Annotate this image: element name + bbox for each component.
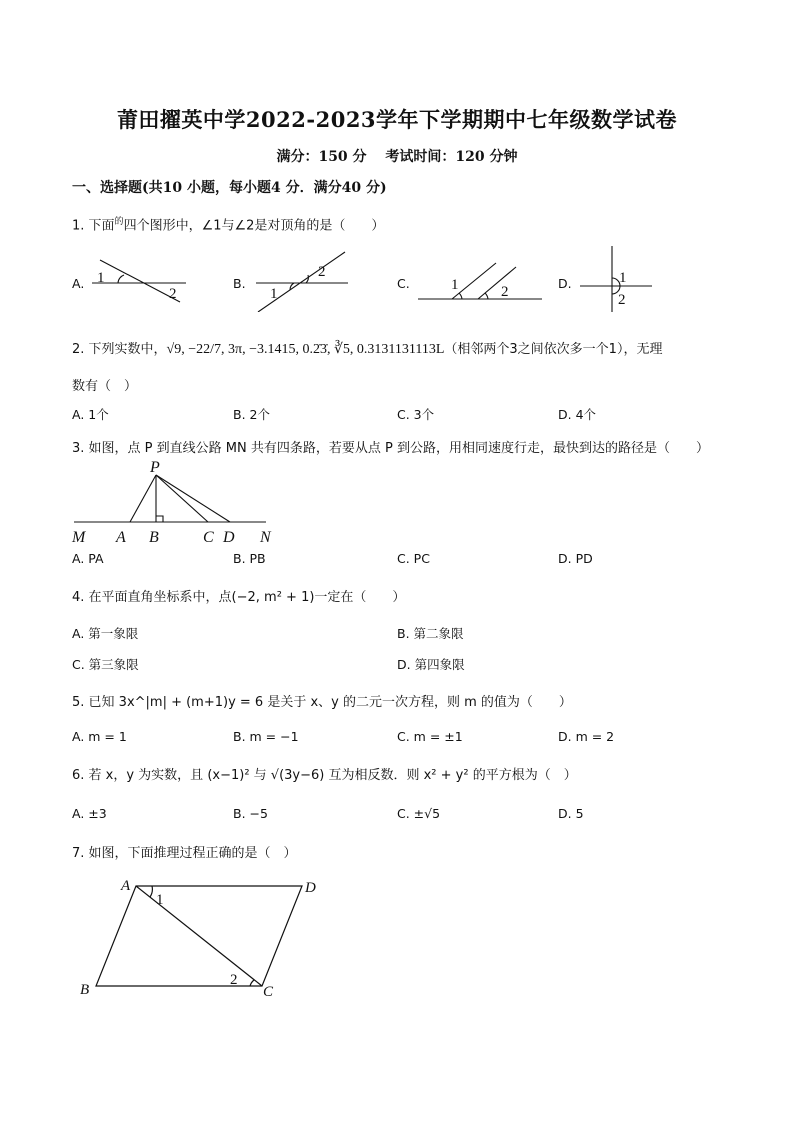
- q3-point-d: D: [223, 529, 235, 546]
- section-heading: 一、选择题(共10 小题，每小题4 分．满分40 分): [72, 180, 387, 196]
- q2-option-b: B. 2个: [233, 407, 270, 422]
- q4-option-b: B. 第二象限: [397, 626, 464, 641]
- q7-point-c: C: [263, 984, 274, 1000]
- q1c-angle1-label: 1: [451, 277, 459, 293]
- q3-option-d: D. PD: [558, 551, 593, 566]
- q5-option-b: B. m = −1: [233, 729, 299, 744]
- question-2-stem: 2. 下列实数中，√9, −22/7, 3π, −3.1415, 0.2̇3̇, ∛5, 0.3131131113L（相邻两个3之间依次多一个1），无理: [72, 342, 663, 357]
- q3-point-b: B: [149, 529, 159, 546]
- q5-option-a: A. m = 1: [72, 729, 127, 744]
- q7-angle1-label: 1: [156, 892, 164, 908]
- q3-point-n: N: [260, 529, 271, 546]
- q1b-angle2-label: 2: [318, 264, 326, 280]
- q1-figure-b: [256, 252, 348, 312]
- q1-figures: [0, 240, 794, 312]
- q3-option-b: B. PB: [233, 551, 266, 566]
- q2-option-a: A. 1个: [72, 407, 109, 422]
- q3-figure: [60, 455, 290, 547]
- question-5-stem: 5. 已知 3x^|m| + (m+1)y = 6 是关于 x、y 的二元一次方程，则 m 的值为（ ）: [72, 695, 572, 710]
- page-title: 莆田擢英中学2022-2023学年下学期期中七年级数学试卷: [116, 107, 678, 132]
- q3-option-a: A. PA: [72, 551, 104, 566]
- q1d-angle1-label: 1: [619, 270, 627, 286]
- question-1-stem: 1. 下面$^的$四个图形中，∠1与∠2是对顶角的是（ ）: [72, 217, 385, 234]
- question-4-stem: 4. 在平面直角坐标系中，点(−2, m² + 1)一定在（ ）: [72, 590, 406, 605]
- q5-option-d: D. m = 2: [558, 729, 615, 744]
- q3-point-p: P: [150, 459, 160, 476]
- question-7-stem: 7. 如图，下面推理过程正确的是（ ）: [72, 846, 297, 861]
- q2-option-d: D. 4个: [558, 407, 597, 422]
- q6-option-d: D. 5: [558, 806, 584, 821]
- question-6-stem: 6. 若 x，y 为实数，且 (x−1)² 与 √(3y−6) 互为相反数．则 x² + y² 的平方根为（ ）: [72, 768, 577, 783]
- q3-point-a: A: [116, 529, 126, 546]
- q1-option-a: A.: [72, 276, 85, 291]
- q4-option-a: A. 第一象限: [72, 626, 139, 641]
- q1a-angle1-label: 1: [97, 270, 105, 286]
- q6-option-b: B. −5: [233, 806, 268, 821]
- q4-option-c: C. 第三象限: [72, 657, 139, 672]
- q7-point-d: D: [305, 880, 316, 896]
- q7-figure: [70, 870, 340, 1000]
- q3-point-m: M: [72, 529, 86, 546]
- q3-option-c: C. PC: [397, 551, 430, 566]
- q7-point-b: B: [80, 982, 90, 998]
- q1-figure-d: [580, 246, 652, 312]
- q5-option-c: C. m = ±1: [397, 729, 463, 744]
- q1-option-d: D.: [558, 276, 572, 291]
- q7-angle2-label: 2: [230, 972, 238, 988]
- q4-option-d: D. 第四象限: [397, 657, 465, 672]
- exam-info: 满分：150 分 考试时间：120 分钟: [276, 149, 518, 165]
- q1-option-c: C.: [397, 276, 410, 291]
- q1-figure-c: [418, 263, 542, 299]
- question-2-stem-cont: 数有（ ）: [72, 379, 138, 394]
- q7-point-a: A: [121, 878, 131, 894]
- q2-number-list: √9, −22/7, 3π, −3.1415, 0.2̇3̇, ∛5, 0.3131131113L: [166, 342, 445, 357]
- q1c-angle2-label: 2: [501, 284, 509, 300]
- q3-point-c: C: [203, 529, 214, 546]
- q6-option-c: C. ±√5: [397, 806, 441, 821]
- q1d-angle2-label: 2: [618, 292, 626, 308]
- q6-option-a: A. ±3: [72, 806, 107, 821]
- q2-option-c: C. 3个: [397, 407, 435, 422]
- q1a-angle2-label: 2: [169, 286, 177, 302]
- q1-option-b: B.: [233, 276, 246, 291]
- question-3-stem: 3. 如图，点 P 到直线公路 MN 共有四条路，若要从点 P 到公路，用相同速度行走，最快到达的路径是（ ）: [72, 441, 709, 456]
- q1b-angle1-label: 1: [270, 286, 278, 302]
